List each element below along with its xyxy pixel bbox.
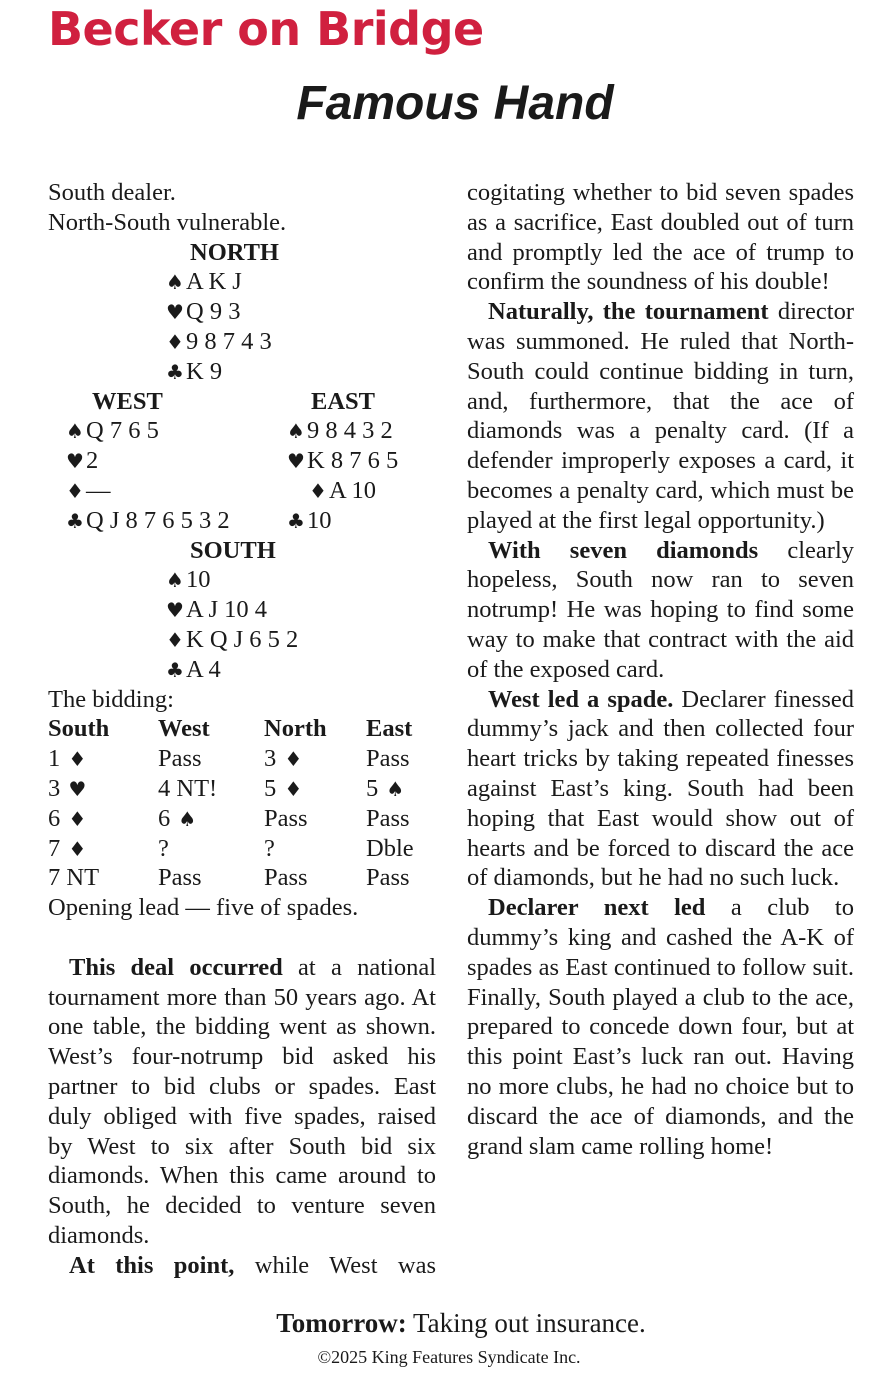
bidding-table xyxy=(48,714,436,893)
bidding-row: 7 ♦ ? ? Dble xyxy=(48,834,436,864)
diamond-icon: ♦ xyxy=(66,478,84,503)
article-paragraph-start: At this point, while West was xyxy=(69,1251,436,1279)
west-label: WEST xyxy=(92,387,163,415)
spade-icon: ♠ xyxy=(178,806,197,831)
heart-icon: ♥ xyxy=(68,776,87,801)
heart-icon: ♥ xyxy=(287,449,305,474)
bidding-title: The bidding: xyxy=(48,685,174,713)
west-diamonds: ♦— xyxy=(64,476,111,507)
bidding-header: South xyxy=(48,715,110,743)
south-label: SOUTH xyxy=(190,536,276,564)
article-paragraph: With seven diamonds clearly hopeless, South now ran to seven notrump! He was hoping to find some way to make that contract with the aid of the exposed card. xyxy=(467,536,854,683)
south-clubs: ♣A 4 xyxy=(164,655,221,686)
club-icon: ♣ xyxy=(66,508,84,533)
club-icon: ♣ xyxy=(166,657,184,682)
diamond-icon: ♦ xyxy=(68,806,87,831)
spade-icon: ♠ xyxy=(166,270,184,295)
hand-diagram xyxy=(48,238,436,685)
bidding-header-row xyxy=(48,714,436,744)
west-clubs: ♣Q J 8 7 6 5 3 2 xyxy=(64,506,230,537)
bidding-row: 3 ♥ 4 NT! 5 ♦ 5 ♠ xyxy=(48,774,436,804)
article-paragraph: Declarer next led a club to dummy’s king and cashed the A-K of spades as East continued to follow suit. Finally, South played a club to the ace, prepared to concede down four, but at this point East’s luck ran out. Having no more clubs, he had no choice but to discard the ace of diamonds, and the grand slam came rolling home! xyxy=(467,894,854,1160)
club-icon: ♣ xyxy=(166,359,184,384)
north-diamonds: ♦9 8 7 4 3 xyxy=(164,327,272,358)
heart-icon: ♥ xyxy=(66,449,84,474)
article-paragraph-continued: cogitating whether to bid seven spades as a sacrifice, East doubled out of turn and promptly led the ace of trump to confirm the soundness of his double! xyxy=(467,179,854,296)
article-paragraph: Naturally, the tournament director was summoned. He ruled that North-South could continue bidding in turn, and, furthermore, that the ace of diamonds was a penalty card. (If a defender improperly exposes a card, it becomes a penalty card, which must be played at the first legal opportunity.) xyxy=(467,298,854,534)
right-column xyxy=(467,178,854,1161)
south-diamonds: ♦K Q J 6 5 2 xyxy=(164,625,298,656)
east-label: EAST xyxy=(311,387,376,415)
diamond-icon: ♦ xyxy=(68,747,87,772)
vulnerability-line: North-South vulnerable. xyxy=(48,208,287,236)
north-clubs: ♣K 9 xyxy=(164,357,222,388)
column-subtitle: Famous Hand xyxy=(296,77,614,130)
east-clubs: ♣10 xyxy=(285,506,332,537)
bidding-row: 7 NT Pass Pass Pass xyxy=(48,864,410,892)
east-hearts: ♥K 8 7 6 5 xyxy=(285,446,398,477)
north-spades: ♠A K J xyxy=(164,267,242,298)
tomorrow-teaser: Tomorrow: Taking out insurance. xyxy=(276,1308,646,1338)
spade-icon: ♠ xyxy=(166,568,184,593)
article-paragraph: This deal occurred at a national tournament more than 50 years ago. At one table, the bidding went as shown. West’s four-notrump bid asked his partner to bid clubs or spades. East duly obliged with five spades, raised by West to six after South bid six diamonds. When this came around to South, he decided to venture seven diamonds. xyxy=(48,953,437,1249)
diamond-icon: ♦ xyxy=(68,836,87,861)
bidding-header: West xyxy=(158,715,210,743)
dealer-line: South dealer. xyxy=(48,179,176,206)
club-icon: ♣ xyxy=(287,508,305,533)
south-spades: ♠10 xyxy=(164,565,211,596)
heart-icon: ♥ xyxy=(166,598,184,623)
left-column xyxy=(48,178,436,1281)
bidding-row: 6 ♦ 6 ♠ Pass Pass xyxy=(48,804,436,834)
opening-lead: Opening lead — five of spades. xyxy=(48,894,359,922)
copyright: ©2025 King Features Syndicate Inc. xyxy=(317,1347,581,1367)
bidding-header: East xyxy=(366,715,413,743)
south-hearts: ♥A J 10 4 xyxy=(164,595,267,626)
article-paragraph: West led a spade. Declarer finessed dummy’s jack and then collected four heart tricks by taking repeated finesses against East’s king. South had been hoping that East would show out of hearts and be forced to discard the ace of diamonds, but he had no such luck. xyxy=(467,685,854,892)
east-spades: ♠9 8 4 3 2 xyxy=(285,416,393,447)
diamond-icon: ♦ xyxy=(166,329,184,354)
bidding-header: North xyxy=(264,715,327,743)
bidding-row: 1 ♦ Pass 3 ♦ Pass xyxy=(48,744,436,774)
column-masthead: Becker on Bridge xyxy=(48,2,484,56)
diamond-icon: ♦ xyxy=(309,478,327,503)
north-hearts: ♥Q 9 3 xyxy=(164,297,240,328)
spade-icon: ♠ xyxy=(66,419,84,444)
heart-icon: ♥ xyxy=(166,300,184,325)
diamond-icon: ♦ xyxy=(284,747,303,772)
spade-icon: ♠ xyxy=(386,776,405,801)
west-hearts: ♥2 xyxy=(64,446,98,477)
west-spades: ♠Q 7 6 5 xyxy=(64,416,159,447)
diamond-icon: ♦ xyxy=(166,627,184,652)
diamond-icon: ♦ xyxy=(284,776,303,801)
north-label: NORTH xyxy=(190,238,279,266)
east-diamonds: ♦A 10 xyxy=(307,476,376,507)
spade-icon: ♠ xyxy=(287,419,305,444)
